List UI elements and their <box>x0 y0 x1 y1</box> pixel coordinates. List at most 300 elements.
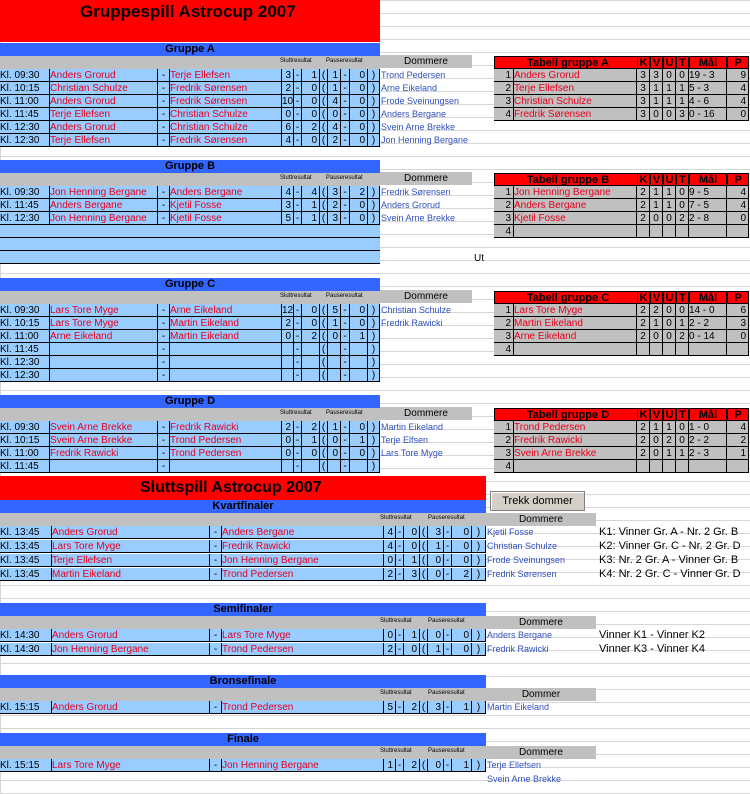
away-team[interactable]: Kjetil Fosse <box>170 212 282 225</box>
away-score[interactable]: 0 <box>302 108 320 121</box>
home-team[interactable]: Anders Grorud <box>50 95 158 108</box>
pause-home[interactable]: 3 <box>328 212 341 225</box>
group-header-row <box>0 56 380 69</box>
standing-pos: 1 <box>494 421 514 434</box>
away-score[interactable] <box>302 343 320 356</box>
home-score[interactable]: 0 <box>282 330 294 343</box>
away-score[interactable]: 1 <box>404 554 420 567</box>
standing-mal: 2 - 2 <box>689 434 727 447</box>
pause-home[interactable] <box>328 343 341 356</box>
home-score[interactable]: 5 <box>384 701 396 714</box>
pause-away[interactable] <box>350 343 368 356</box>
away-team[interactable]: Fredrik Sørensen <box>170 134 282 147</box>
home-team[interactable] <box>50 356 158 369</box>
standing-pos: 4 <box>494 343 514 356</box>
referee-name: Anders Grorud <box>381 200 441 210</box>
referee-name: Jon Henning Bergane <box>381 135 469 145</box>
pause-away[interactable]: 0 <box>350 69 368 82</box>
pause-home[interactable]: 0 <box>328 447 341 460</box>
match-row[interactable] <box>0 554 486 567</box>
pause-away[interactable] <box>350 356 368 369</box>
match-time: Kl. 14:30 <box>0 643 52 656</box>
col-t: T <box>676 173 689 186</box>
away-score[interactable]: 0 <box>302 317 320 330</box>
pause-away[interactable]: 0 <box>452 540 472 553</box>
pause-dash: - <box>341 95 350 108</box>
pause-away[interactable]: 0 <box>452 554 472 567</box>
away-team[interactable]: Christian Schulze <box>170 121 282 134</box>
away-team[interactable]: Trond Pedersen <box>222 643 384 656</box>
match-row[interactable] <box>0 343 380 356</box>
paren-open: ( <box>420 554 428 567</box>
col-v: V <box>650 408 663 421</box>
dommere-header: Dommere <box>380 290 472 303</box>
col-u: U <box>663 291 676 304</box>
home-score[interactable]: 1 <box>384 759 396 772</box>
away-team[interactable] <box>170 343 282 356</box>
match-row[interactable] <box>0 304 380 317</box>
away-score[interactable]: 1 <box>302 212 320 225</box>
paren-open: ( <box>320 421 328 434</box>
pause-away[interactable]: 1 <box>452 759 472 772</box>
pause-home[interactable]: 1 <box>428 643 444 656</box>
home-team[interactable]: Arne Eikeland <box>50 330 158 343</box>
score-dash: - <box>294 343 302 356</box>
pause-home[interactable]: 3 <box>428 526 444 539</box>
away-team[interactable] <box>170 460 282 473</box>
pause-home[interactable]: 1 <box>328 69 341 82</box>
home-team[interactable] <box>50 343 158 356</box>
pause-home[interactable]: 0 <box>428 554 444 567</box>
score-dash: - <box>294 69 302 82</box>
home-score[interactable]: 4 <box>384 540 396 553</box>
pause-dash: - <box>341 421 350 434</box>
pause-away[interactable]: 0 <box>452 629 472 642</box>
home-team[interactable]: Terje Ellefsen <box>50 108 158 121</box>
paren-close: ) <box>472 629 486 642</box>
paren-open: ( <box>320 186 328 199</box>
standing-p: 0 <box>727 330 749 343</box>
standing-mal: 2 - 3 <box>689 447 727 460</box>
match-row[interactable] <box>0 759 486 772</box>
match-row[interactable] <box>0 330 380 343</box>
match-row[interactable] <box>0 643 486 656</box>
home-team[interactable]: Jon Henning Bergane <box>50 186 158 199</box>
match-time: Kl. 11:45 <box>0 199 50 212</box>
paren-close: ) <box>368 460 380 473</box>
away-team[interactable]: Fredrik Rawicki <box>222 540 384 553</box>
match-row[interactable] <box>0 95 380 108</box>
pause-home[interactable] <box>328 369 341 382</box>
match-row[interactable] <box>0 526 486 539</box>
pause-away[interactable]: 0 <box>452 643 472 656</box>
sluttresultat-label: Sluttresultat <box>380 690 412 696</box>
home-score[interactable]: 2 <box>384 643 396 656</box>
home-score[interactable]: 2 <box>282 82 294 95</box>
standing-k: 2 <box>637 317 650 330</box>
away-score[interactable]: 1 <box>302 434 320 447</box>
pause-away[interactable]: 0 <box>350 121 368 134</box>
away-score[interactable]: 0 <box>404 643 420 656</box>
match-row[interactable] <box>0 447 380 460</box>
match-row[interactable] <box>0 540 486 553</box>
home-score[interactable]: 0 <box>384 629 396 642</box>
standing-team <box>514 460 637 473</box>
away-score[interactable]: 0 <box>302 82 320 95</box>
standing-u: 1 <box>663 82 676 95</box>
standing-u: 1 <box>663 447 676 460</box>
paren-open: ( <box>320 434 328 447</box>
match-row[interactable] <box>0 212 380 225</box>
away-score[interactable]: 4 <box>302 186 320 199</box>
home-team[interactable]: Anders Grorud <box>52 701 210 714</box>
away-team[interactable]: Christian Schulze <box>170 108 282 121</box>
paren-close: ) <box>368 343 380 356</box>
pause-away[interactable]: 0 <box>350 108 368 121</box>
standing-mal: 2 - 2 <box>689 317 727 330</box>
paren-close: ) <box>472 643 486 656</box>
paren-close: ) <box>368 330 380 343</box>
pause-home[interactable] <box>328 356 341 369</box>
pause-dash: - <box>341 369 350 382</box>
home-team[interactable]: Fredrik Rawicki <box>50 447 158 460</box>
away-team[interactable]: Kjetil Fosse <box>170 199 282 212</box>
group-title: Gruppe D <box>0 395 380 408</box>
standing-mal <box>689 225 727 238</box>
match-row[interactable] <box>0 356 380 369</box>
col-t: T <box>676 56 689 69</box>
home-team[interactable]: Lars Tore Myge <box>52 759 210 772</box>
home-team[interactable] <box>50 369 158 382</box>
referee-name: Christian Schulze <box>381 305 452 315</box>
pause-dash: - <box>444 643 452 656</box>
referee-name: Fredrik Sørensen <box>381 187 451 197</box>
home-score[interactable] <box>282 343 294 356</box>
away-score[interactable]: 3 <box>404 568 420 581</box>
pause-away[interactable]: 1 <box>350 434 368 447</box>
dash: - <box>158 317 170 330</box>
home-score[interactable] <box>282 369 294 382</box>
away-score[interactable]: 1 <box>302 69 320 82</box>
standing-v <box>650 225 663 238</box>
pause-away[interactable]: 2 <box>452 568 472 581</box>
home-team[interactable]: Anders Bergane <box>50 199 158 212</box>
away-team[interactable]: Martin Eikeland <box>170 317 282 330</box>
home-team[interactable]: Lars Tore Myge <box>50 304 158 317</box>
pause-home[interactable] <box>328 460 341 473</box>
pause-dash: - <box>341 343 350 356</box>
standing-p: 4 <box>727 199 749 212</box>
standing-v <box>650 460 663 473</box>
group-title: Gruppe C <box>0 278 380 291</box>
away-team[interactable] <box>170 369 282 382</box>
standing-p: 4 <box>727 186 749 199</box>
home-score[interactable]: 2 <box>282 421 294 434</box>
pause-away[interactable]: 0 <box>350 317 368 330</box>
away-team[interactable]: Fredrik Sørensen <box>170 95 282 108</box>
dash: - <box>210 568 222 581</box>
group-title: Gruppe B <box>0 160 380 173</box>
away-score[interactable]: 1 <box>302 199 320 212</box>
ut-label: Ut <box>474 253 484 264</box>
pause-home[interactable]: 2 <box>328 134 341 147</box>
dash: - <box>158 186 170 199</box>
match-time: Kl. 09:30 <box>0 186 50 199</box>
standing-pos: 1 <box>494 304 514 317</box>
away-score[interactable] <box>302 369 320 382</box>
match-time: Kl. 11:45 <box>0 460 50 473</box>
dash: - <box>210 701 222 714</box>
standing-pos: 2 <box>494 82 514 95</box>
home-score[interactable]: 6 <box>282 121 294 134</box>
away-team[interactable]: Anders Bergane <box>222 526 384 539</box>
match-row[interactable] <box>0 701 486 714</box>
pause-away[interactable]: 0 <box>350 212 368 225</box>
standing-k: 3 <box>637 108 650 121</box>
match-row[interactable] <box>0 460 380 473</box>
pause-away[interactable]: 0 <box>350 95 368 108</box>
home-team[interactable]: Martin Eikeland <box>52 568 210 581</box>
match-row[interactable] <box>0 82 380 95</box>
away-score[interactable]: 0 <box>302 95 320 108</box>
home-score[interactable]: 0 <box>282 434 294 447</box>
away-team[interactable]: Trond Pedersen <box>222 701 384 714</box>
standing-v: 2 <box>650 304 663 317</box>
match-time: Kl. 12:30 <box>0 134 50 147</box>
standing-p <box>727 343 749 356</box>
pause-away[interactable]: 0 <box>350 199 368 212</box>
paren-open: ( <box>320 69 328 82</box>
match-time: Kl. 09:30 <box>0 421 50 434</box>
home-score[interactable]: 4 <box>282 186 294 199</box>
pauseresultat-label: Pauseresultat <box>326 175 363 181</box>
standing-u: 0 <box>663 69 676 82</box>
home-team[interactable]: Lars Tore Myge <box>52 540 210 553</box>
home-team[interactable]: Lars Tore Myge <box>50 317 158 330</box>
referee-name: Arne Eikeland <box>381 83 438 93</box>
home-team[interactable]: Svein Arne Brekke <box>50 434 158 447</box>
standing-mal: 0 - 14 <box>689 330 727 343</box>
home-team[interactable]: Terje Ellefsen <box>52 554 210 567</box>
pause-home[interactable]: 0 <box>328 108 341 121</box>
standing-v: 0 <box>650 447 663 460</box>
pause-away[interactable]: 1 <box>350 330 368 343</box>
pause-home[interactable]: 5 <box>328 304 341 317</box>
score-dash: - <box>396 526 404 539</box>
score-dash: - <box>396 759 404 772</box>
match-row[interactable] <box>0 134 380 147</box>
pause-home[interactable]: 3 <box>328 186 341 199</box>
table-title: Tabell gruppe D <box>494 408 642 421</box>
home-score[interactable]: 0 <box>282 447 294 460</box>
score-dash: - <box>396 701 404 714</box>
home-team[interactable]: Anders Grorud <box>52 526 210 539</box>
dash: - <box>158 447 170 460</box>
away-score[interactable]: 2 <box>302 421 320 434</box>
pause-away[interactable]: 0 <box>452 526 472 539</box>
pause-dash: - <box>444 759 452 772</box>
match-row[interactable] <box>0 568 486 581</box>
referee-name: Frode Sveinungsen <box>487 555 566 565</box>
home-team[interactable]: Anders Grorud <box>52 629 210 642</box>
away-team[interactable]: Fredrik Sørensen <box>170 82 282 95</box>
pause-away[interactable]: 2 <box>350 186 368 199</box>
home-score[interactable]: 3 <box>282 69 294 82</box>
col-mal: Mål <box>689 173 727 186</box>
match-row[interactable] <box>0 186 380 199</box>
paren-close: ) <box>368 82 380 95</box>
standing-u: 1 <box>663 186 676 199</box>
home-score[interactable]: 0 <box>384 554 396 567</box>
home-score[interactable]: 2 <box>282 317 294 330</box>
col-p: P <box>727 173 749 186</box>
score-dash: - <box>294 134 302 147</box>
away-team[interactable]: Terje Ellefsen <box>170 69 282 82</box>
away-score[interactable]: 2 <box>404 759 420 772</box>
paren-open: ( <box>420 701 428 714</box>
standing-pos: 1 <box>494 69 514 82</box>
pause-home[interactable]: 1 <box>428 540 444 553</box>
home-score[interactable]: 4 <box>384 526 396 539</box>
pause-home[interactable]: 0 <box>428 629 444 642</box>
score-dash: - <box>396 629 404 642</box>
match-row[interactable] <box>0 108 380 121</box>
dash: - <box>158 356 170 369</box>
away-score[interactable]: 0 <box>404 540 420 553</box>
standing-k: 2 <box>637 447 650 460</box>
paren-open: ( <box>420 540 428 553</box>
away-team[interactable]: Fredrik Rawicki <box>170 421 282 434</box>
away-team[interactable]: Anders Bergane <box>170 186 282 199</box>
referee-name: Anders Bergane <box>381 109 447 119</box>
home-score[interactable]: 2 <box>384 568 396 581</box>
standing-t: 0 <box>676 199 689 212</box>
away-score[interactable]: 0 <box>302 134 320 147</box>
pause-home[interactable]: 0 <box>328 330 341 343</box>
standing-pos: 3 <box>494 447 514 460</box>
home-team[interactable]: Jon Henning Bergane <box>52 643 210 656</box>
match-time: Kl. 11:00 <box>0 447 50 460</box>
stage-header-row <box>0 616 486 629</box>
away-score[interactable]: 1 <box>404 629 420 642</box>
paren-close: ) <box>368 121 380 134</box>
dash: - <box>210 540 222 553</box>
match-row[interactable] <box>0 121 380 134</box>
pause-home[interactable]: 2 <box>328 199 341 212</box>
pause-home[interactable]: 1 <box>328 421 341 434</box>
match-row[interactable] <box>0 421 380 434</box>
home-score[interactable]: 4 <box>282 134 294 147</box>
home-team[interactable] <box>50 460 158 473</box>
pauseresultat-label: Pauseresultat <box>326 58 363 64</box>
standing-mal: 14 - 0 <box>689 304 727 317</box>
col-u: U <box>663 56 676 69</box>
home-team[interactable]: Christian Schulze <box>50 82 158 95</box>
score-dash: - <box>396 643 404 656</box>
away-score[interactable]: 2 <box>302 330 320 343</box>
standing-team: Lars Tore Myge <box>514 304 637 317</box>
away-team[interactable]: Martin Eikeland <box>170 330 282 343</box>
away-score[interactable]: 2 <box>302 121 320 134</box>
away-team[interactable] <box>170 356 282 369</box>
pause-away[interactable]: 0 <box>350 447 368 460</box>
pause-home[interactable]: 4 <box>328 95 341 108</box>
away-score[interactable]: 2 <box>404 701 420 714</box>
match-row[interactable] <box>0 69 380 82</box>
away-team[interactable]: Jon Henning Bergane <box>222 759 384 772</box>
away-team[interactable]: Trond Pedersen <box>170 447 282 460</box>
standing-p: 4 <box>727 82 749 95</box>
away-score[interactable] <box>302 356 320 369</box>
dommere-header: Dommere <box>486 616 596 629</box>
away-team[interactable]: Arne Eikeland <box>170 304 282 317</box>
pause-away[interactable]: 0 <box>350 304 368 317</box>
standing-t: 0 <box>676 186 689 199</box>
pause-home[interactable]: 1 <box>328 82 341 95</box>
home-score[interactable]: 12 <box>282 305 294 316</box>
dash: - <box>158 69 170 82</box>
match-row[interactable] <box>0 434 380 447</box>
away-score[interactable] <box>302 460 320 473</box>
standing-t <box>676 225 689 238</box>
pause-home[interactable]: 0 <box>428 759 444 772</box>
pause-away[interactable]: 0 <box>350 82 368 95</box>
away-score[interactable]: 0 <box>404 526 420 539</box>
pause-home[interactable]: 3 <box>428 701 444 714</box>
pause-away[interactable] <box>350 460 368 473</box>
trekk-dommer-button[interactable]: Trekk dommer <box>490 491 585 511</box>
pause-dash: - <box>444 554 452 567</box>
away-team[interactable]: Trond Pedersen <box>170 434 282 447</box>
standing-p: 2 <box>727 434 749 447</box>
home-score[interactable] <box>282 356 294 369</box>
home-team[interactable]: Anders Grorud <box>50 69 158 82</box>
dash: - <box>158 134 170 147</box>
pause-away[interactable]: 1 <box>452 701 472 714</box>
match-row[interactable] <box>0 199 380 212</box>
home-team[interactable]: Svein Arne Brekke <box>50 421 158 434</box>
standing-t <box>676 343 689 356</box>
score-dash: - <box>294 460 302 473</box>
referee-name: Fredrik Rawicki <box>487 644 549 654</box>
pause-home[interactable]: 4 <box>328 121 341 134</box>
home-score[interactable]: 10 <box>282 96 294 107</box>
pause-home[interactable]: 0 <box>328 434 341 447</box>
home-score[interactable]: 3 <box>282 199 294 212</box>
col-mal: Mål <box>689 408 727 421</box>
away-score[interactable]: 0 <box>302 447 320 460</box>
home-team[interactable]: Anders Grorud <box>50 121 158 134</box>
away-team[interactable]: Jon Henning Bergane <box>222 554 384 567</box>
pause-away[interactable]: 0 <box>350 134 368 147</box>
pause-home[interactable]: 1 <box>328 317 341 330</box>
home-score[interactable]: 5 <box>282 212 294 225</box>
pause-home[interactable]: 0 <box>428 568 444 581</box>
home-score[interactable] <box>282 460 294 473</box>
col-v: V <box>650 291 663 304</box>
home-team[interactable]: Jon Henning Bergane <box>50 212 158 225</box>
home-score[interactable]: 0 <box>282 108 294 121</box>
pause-away[interactable] <box>350 369 368 382</box>
away-team[interactable]: Trond Pedersen <box>222 568 384 581</box>
away-team[interactable]: Lars Tore Myge <box>222 629 384 642</box>
pause-away[interactable]: 0 <box>350 421 368 434</box>
home-team[interactable]: Terje Ellefsen <box>50 134 158 147</box>
away-score[interactable]: 0 <box>302 304 320 317</box>
match-row[interactable] <box>0 317 380 330</box>
match-row[interactable] <box>0 629 486 642</box>
match-row[interactable] <box>0 369 380 382</box>
